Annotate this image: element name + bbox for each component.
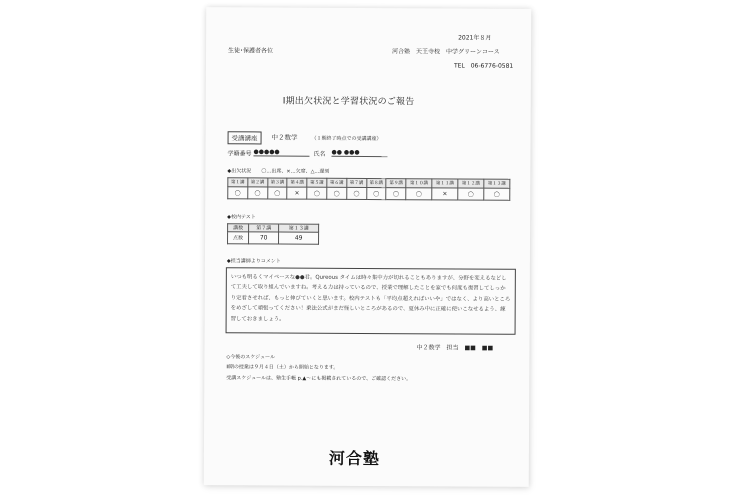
lesson-7-attendance: 〇 bbox=[347, 187, 367, 199]
lesson-4-header: 第４講 bbox=[287, 178, 307, 187]
course-note: （１期終了時点での受講講座） bbox=[311, 135, 382, 143]
report-document bbox=[204, 7, 531, 487]
lesson-12-header: 第１２講 bbox=[458, 179, 484, 188]
recipient-line: 生徒･保護者各位 bbox=[228, 47, 274, 55]
teacher-comment: いつも明るくマイペースな●●君。Qureous タイムは時々集中力が切れることもありますが、分野を変えるなどして工夫して取り組んでいますね。考える力は持っているので、授業で理解したことを家でも何度も復習してしっかり定着させれば、もっと伸びていくと思います。校内テストも「平均点超えればいいや」ではなく、より高いところをめざして頑張ってください！乗法公式がまだ怪しいところがあるので、夏休み中に正確に使いこなせるよう、練習しておきましょう。 bbox=[226, 267, 516, 335]
attendance-table bbox=[227, 177, 510, 200]
lesson-1-header: 第１講 bbox=[228, 178, 248, 187]
lesson-11-attendance: × bbox=[432, 188, 458, 200]
lesson-7-header: 第７講 bbox=[347, 178, 367, 187]
lesson-13-header: 第１３講 bbox=[484, 179, 510, 188]
exam-score-7: 70 bbox=[249, 232, 279, 244]
lesson-2-header: 第２講 bbox=[248, 178, 268, 187]
comment-section-label: ◆担当講師よりコメント bbox=[226, 258, 281, 265]
lesson-3-header: 第３講 bbox=[267, 178, 287, 187]
attendance-section-label: ◆出欠状況 bbox=[227, 168, 252, 175]
schedule-line-2: 受講スケジュールは、塾生手帳 p.▲～にも掲載されているので、ご確認ください。 bbox=[226, 375, 412, 383]
school-tel: TEL 06-6776-0581 bbox=[453, 62, 514, 70]
lesson-9-header: 第９講 bbox=[386, 179, 406, 188]
lesson-6-attendance: 〇 bbox=[327, 187, 347, 199]
lesson-6-header: 第６講 bbox=[327, 178, 347, 187]
document-title: Ⅰ期出欠状況と学習状況のご報告 bbox=[282, 96, 415, 108]
exam-table bbox=[227, 223, 319, 244]
student-id-label: 学籍番号 bbox=[227, 150, 252, 158]
attendance-value-row bbox=[228, 187, 510, 200]
exam-row-label: 点数 bbox=[228, 232, 249, 244]
exam-header-13: 第１３講 bbox=[279, 224, 319, 232]
exam-header-row bbox=[228, 224, 319, 232]
exam-header-7: 第７講 bbox=[249, 224, 279, 232]
lesson-5-header: 第５講 bbox=[307, 178, 327, 187]
lesson-3-attendance: 〇 bbox=[267, 187, 287, 199]
lesson-12-attendance: 〇 bbox=[458, 188, 484, 200]
lesson-9-attendance: 〇 bbox=[386, 188, 406, 200]
schedule-line-1: Ⅱ期の授業は９月４日（土）から開始となります。 bbox=[226, 364, 339, 371]
lesson-8-attendance: 〇 bbox=[366, 187, 386, 199]
lesson-11-header: 第１１講 bbox=[432, 179, 458, 188]
student-name-label: 氏名 bbox=[313, 150, 326, 158]
student-id-value: ●●●●● bbox=[253, 148, 309, 156]
school-name: 河合塾 天王寺校 中学グリーンコース bbox=[392, 48, 500, 56]
course-value: 中２数学 bbox=[271, 133, 298, 142]
lesson-1-attendance: 〇 bbox=[228, 187, 248, 199]
lesson-5-attendance: 〇 bbox=[307, 187, 327, 199]
lesson-8-header: 第８講 bbox=[366, 178, 386, 187]
schedule-section-label: ◇今後のスケジュール bbox=[226, 354, 275, 361]
lesson-13-attendance: 〇 bbox=[484, 188, 510, 200]
lesson-10-attendance: 〇 bbox=[406, 188, 432, 200]
attendance-legend: 〇…出席、×…欠席、△…遅刻 bbox=[261, 168, 330, 175]
student-name-value: ●● ●●● bbox=[331, 149, 387, 157]
exam-header-lesson: 講数 bbox=[228, 224, 249, 232]
exam-score-13: 49 bbox=[279, 232, 319, 244]
exam-section-label: ◆校内テスト bbox=[227, 214, 256, 221]
teacher-signature: 中２数学 担当 ■■ ■■ bbox=[416, 344, 494, 352]
exam-score-row bbox=[228, 232, 319, 244]
kawaijuku-logo: 河合塾 bbox=[328, 448, 380, 469]
lesson-2-attendance: 〇 bbox=[248, 187, 268, 199]
course-label: 受講講座 bbox=[228, 131, 262, 144]
issue-date: 2021年８月 bbox=[458, 34, 492, 42]
lesson-4-attendance: × bbox=[287, 187, 307, 199]
lesson-10-header: 第１０講 bbox=[406, 179, 432, 188]
